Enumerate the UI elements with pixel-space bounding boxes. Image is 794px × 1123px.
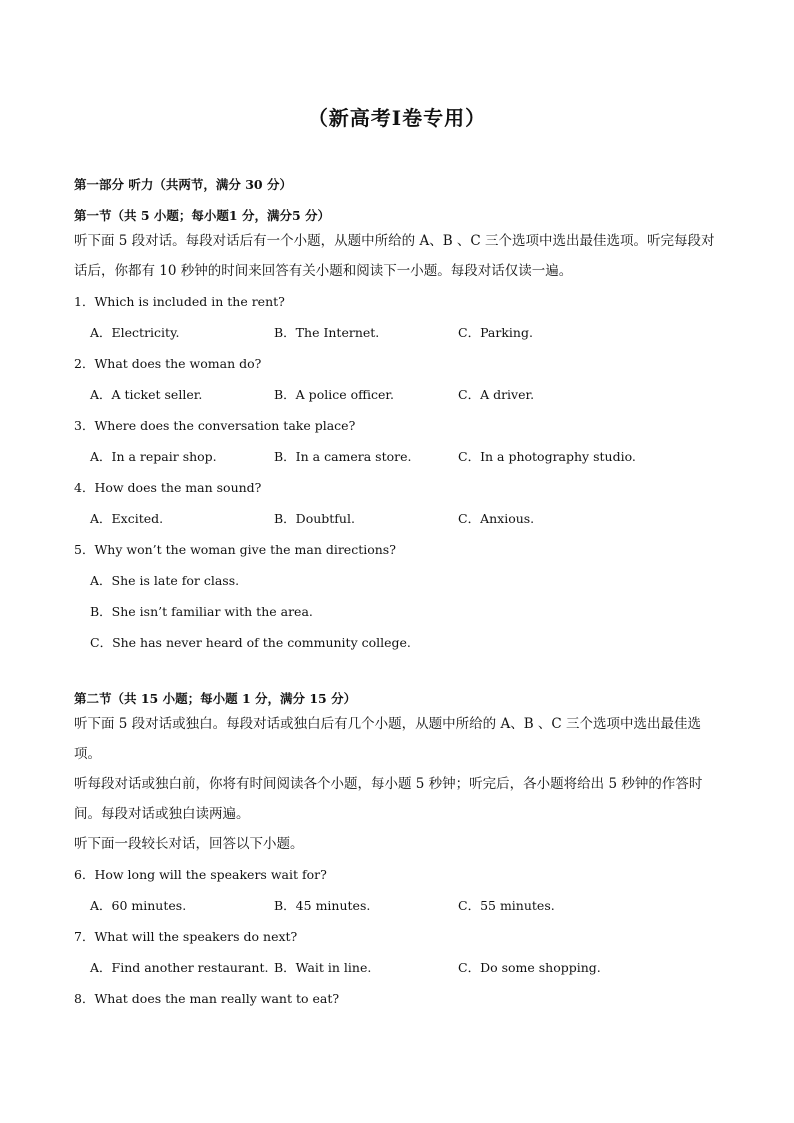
option-b: B．Doubtful. <box>274 511 355 526</box>
option-a: A．Excited. <box>90 511 164 526</box>
question-2-options <box>74 379 724 410</box>
option-b: B．Wait in line. <box>274 960 372 975</box>
question-3-options <box>74 441 724 472</box>
option-b: B．In a camera store. <box>274 449 412 464</box>
option-a: A．Electricity. <box>90 325 180 340</box>
question-3: 3．Where does the conversation take place? <box>74 418 356 433</box>
option-c: C．Parking. <box>458 325 533 340</box>
section2-instruction-line1: 听下面 5 段对话或独白。每段对话或独白后有几个小题，从题中所给的 A、B 、C 三个选项中选出最佳选项。 <box>74 716 702 762</box>
part1-heading: 第一部分 听力（共两节，满分 30 分） <box>74 177 292 192</box>
question-1-options <box>74 317 724 348</box>
option-c: C．55 minutes. <box>458 898 555 913</box>
question-6: 6．How long will the speakers wait for? <box>74 867 327 882</box>
option-c: C．Do some shopping. <box>458 960 601 975</box>
question-5-option-b: B．She isn’t familiar with the area. <box>90 604 313 619</box>
section2-instruction-line2: 听每段对话或独白前，你将有时间阅读各个小题，每小题 5 秒钟；听完后，各小题将给出 5 秒钟的作答时 <box>74 776 703 792</box>
section1-heading: 第一节（共 5 小题；每小题1 分，满分5 分） <box>74 208 331 223</box>
option-a: A．In a repair shop. <box>90 449 217 464</box>
option-a: A．A ticket seller. <box>90 387 203 402</box>
question-7-options <box>74 952 724 983</box>
section2-heading: 第二节（共 15 小题；每小题 1 分，满分 15 分） <box>74 691 357 706</box>
question-1: 1．Which is included in the rent? <box>74 294 285 309</box>
section1-instruction-line1: 听下面 5 段对话。每段对话后有一个小题，从题中所给的 A、B 、C 三个选项中选出最佳选项。听完每段对 <box>74 233 715 249</box>
question-6-options <box>74 890 724 921</box>
section-gap <box>74 658 724 689</box>
question-8: 8．What does the man really want to eat? <box>74 991 340 1006</box>
option-c: C．Anxious. <box>458 511 535 526</box>
question-5: 5．Why won’t the woman give the man directions? <box>74 542 396 557</box>
option-b: B．The Internet. <box>274 325 380 340</box>
option-a: A．60 minutes. <box>90 898 187 913</box>
exam-content <box>74 175 724 1014</box>
page-title: （新高考I卷专用） <box>307 106 487 130</box>
section1-instruction-line2: 话后，你都有 10 秒钟的时间来回答有关小题和阅读下一小题。每段对话仅读一遍。 <box>74 263 573 279</box>
question-4: 4．How does the man sound? <box>74 480 262 495</box>
section2-instruction-line3: 间。每段对话或独白读两遍。 <box>74 806 250 822</box>
question-5-option-c: C．She has never heard of the community college. <box>90 635 411 650</box>
option-b: B．A police officer. <box>274 387 394 402</box>
option-c: C．In a photography studio. <box>458 449 636 464</box>
option-a: A．Find another restaurant. <box>90 960 269 975</box>
section2-subinstruction: 听下面一段较长对话，回答以下小题。 <box>74 836 304 852</box>
option-b: B．45 minutes. <box>274 898 371 913</box>
question-5-option-a: A．She is late for class. <box>90 573 240 588</box>
question-2: 2．What does the woman do? <box>74 356 262 371</box>
option-c: C．A driver. <box>458 387 535 402</box>
question-4-options <box>74 503 724 534</box>
question-7: 7．What will the speakers do next? <box>74 929 298 944</box>
